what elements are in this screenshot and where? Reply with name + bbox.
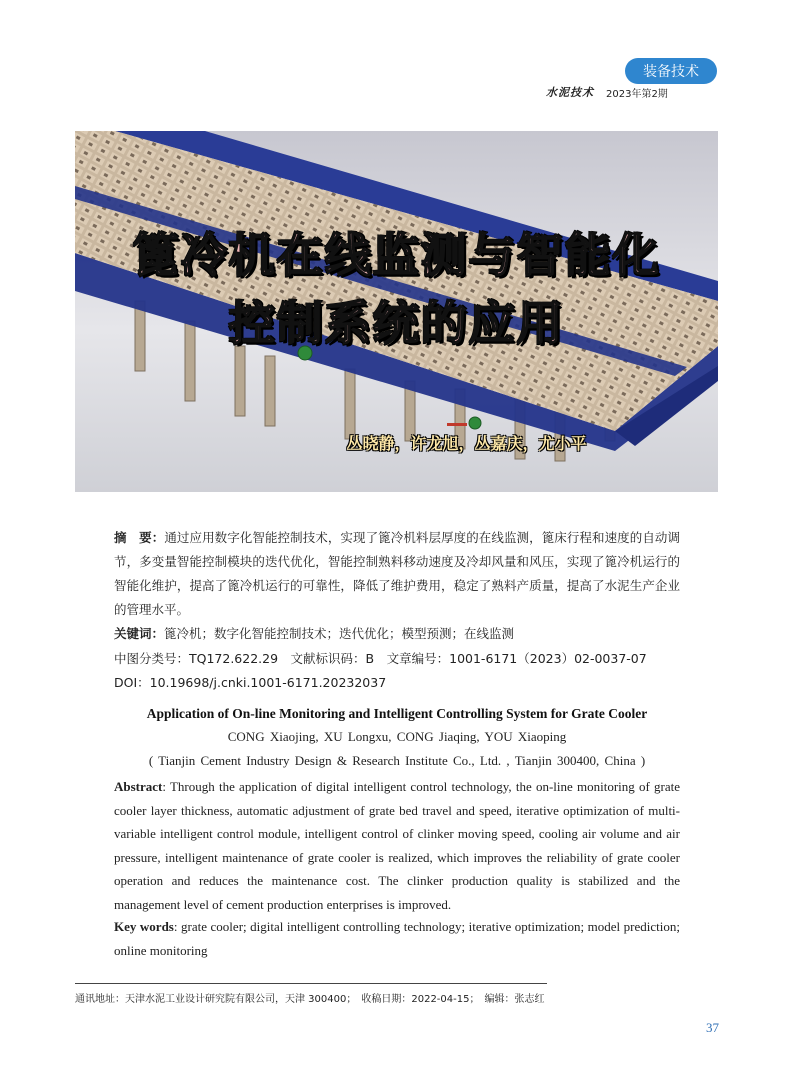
abstract-label: 摘 要：	[114, 530, 165, 545]
page-number: 37	[706, 1020, 719, 1035]
journal-header	[546, 84, 668, 100]
english-keywords-text: : grate cooler; digital intelligent controlling technology; iterative optimization; model prediction; online monitoring	[114, 919, 680, 958]
journal-name: 水泥技术	[546, 86, 594, 99]
hero-image	[75, 131, 718, 492]
english-abstract-label: Abstract	[114, 779, 163, 794]
english-title: Application of On-line Monitoring and Intelligent Controlling System for Grate Cooler	[146, 706, 648, 721]
english-keywords-label: Key words	[114, 919, 174, 934]
chinese-keywords	[114, 624, 694, 642]
keywords-text: 篦冷机；数字化智能控制技术；迭代优化；模型预测；在线监测	[164, 626, 515, 641]
footnote-divider	[75, 983, 547, 984]
english-abstract-text: : Through the application of digital intelligent control technology, the on-line monitoring of grate cooler layer thickness, automatic adjustment of grate bed travel and speed, iterative optimization of multi-variable intelligent control module, intelligent control of clinker moving speed, cooling air volume and air pressure, intelligent maintenance of grate cooler is realized, which improves the reliability of grate cooler operation and reduces the maintenance cost. The clinker production quality is stabilized and the management level of cement production enterprises is improved.	[114, 779, 680, 912]
abstract-text: 通过应用数字化智能控制技术，实现了篦冷机料层厚度的在线监测，篦床行程和速度的自动调节，多变量智能控制模块的迭代优化，智能控制熟料移动速度及冷却风量和风压，实现了篦冷机运行的智能化维护，提高了篦冷机运行的可靠性，降低了维护费用，稳定了熟料产质量，提高了水泥生产企业的管理水平。	[114, 530, 680, 617]
doi-line: DOI：10.19698/j.cnki.1001-6171.20232037	[114, 675, 387, 690]
english-keywords	[114, 915, 680, 962]
english-authors: CONG Xiaojing, XU Longxu, CONG Jiaqing, YOU Xiaoping	[227, 729, 567, 744]
classification-line: 中图分类号：TQ172.622.29 文献标识码：B 文章编号：1001-6171（2023）02-0037-07	[114, 651, 647, 666]
english-affiliation: ( Tianjin Cement Industry Design & Research Institute Co., Ltd. , Tianjin 300400, China )	[148, 753, 646, 768]
footnote: 通讯地址：天津水泥工业设计研究院有限公司，天津 300400； 收稿日期：2022-04-15； 编辑：张志红	[75, 994, 545, 1005]
chinese-abstract	[114, 526, 680, 622]
journal-issue: 2023年第2期	[606, 88, 668, 100]
hero-authors: 丛晓静，许龙旭，丛嘉庆，尤小平	[346, 434, 587, 453]
keywords-label: 关键词：	[114, 626, 165, 641]
hero-title-line1: 篦冷机在线监测与智能化	[132, 228, 661, 282]
hero-title-line2: 控制系统的应用	[228, 296, 565, 350]
section-badge: 装备技术	[625, 58, 717, 84]
english-abstract	[114, 775, 680, 916]
